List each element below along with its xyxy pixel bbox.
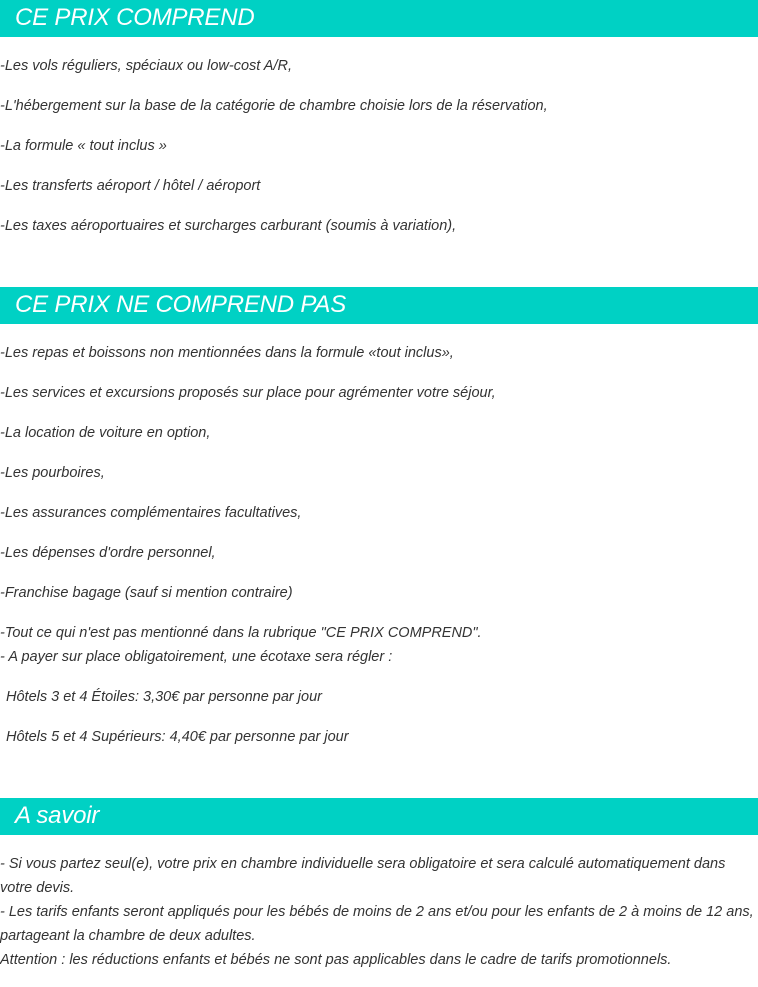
info-paragraph: Attention : les réductions enfants et bébés ne sont pas applicables dans le cadre de tarifs promotionnels. [0, 952, 672, 968]
included-item: -Les transferts aéroport / hôtel / aéroport [0, 178, 261, 194]
included-item: -L'hébergement sur la base de la catégorie de chambre choisie lors de la réservation, [0, 98, 548, 114]
excluded-item: -La location de voiture en option, [0, 425, 211, 441]
info-paragraph: - Les tarifs enfants seront appliqués pour les bébés de moins de 2 ans et/ou pour les enfants de 2 à moins de 12 ans, partageant la chambre de deux adultes. [0, 904, 754, 944]
included-item: -La formule « tout inclus » [0, 138, 167, 154]
excluded-item: -Les services et excursions proposés sur place pour agrémenter votre séjour, [0, 385, 496, 401]
ecotax-intro: - A payer sur place obligatoirement, une écotaxe sera régler : [0, 649, 393, 665]
ecotax-rate: Hôtels 3 et 4 Étoiles: 3,30€ par personne par jour [6, 689, 322, 705]
excluded-section-header [0, 287, 758, 324]
included-item: -Les taxes aéroportuaires et surcharges carburant (soumis à variation), [0, 218, 457, 234]
included-section-header [0, 0, 758, 37]
excluded-item: -Franchise bagage (sauf si mention contraire) [0, 585, 293, 601]
info-section-header [0, 798, 758, 835]
excluded-item: -Les assurances complémentaires facultatives, [0, 505, 302, 521]
excluded-item: -Les dépenses d'ordre personnel, [0, 545, 216, 561]
ecotax-rate: Hôtels 5 et 4 Supérieurs: 4,40€ par personne par jour [6, 729, 349, 745]
excluded-item: -Tout ce qui n'est pas mentionné dans la rubrique "CE PRIX COMPREND". [0, 625, 482, 641]
included-section-title: CE PRIX COMPREND [15, 4, 255, 31]
excluded-item: -Les repas et boissons non mentionnées dans la formule «tout inclus», [0, 345, 454, 361]
info-section-title: A savoir [15, 802, 100, 829]
included-item: -Les vols réguliers, spéciaux ou low-cost A/R, [0, 58, 292, 74]
excluded-section-title: CE PRIX NE COMPREND PAS [15, 291, 347, 318]
info-paragraph: - Si vous partez seul(e), votre prix en chambre individuelle sera obligatoire et sera calculé automatiquement dans votre devis. [0, 856, 726, 896]
excluded-item: -Les pourboires, [0, 465, 105, 481]
